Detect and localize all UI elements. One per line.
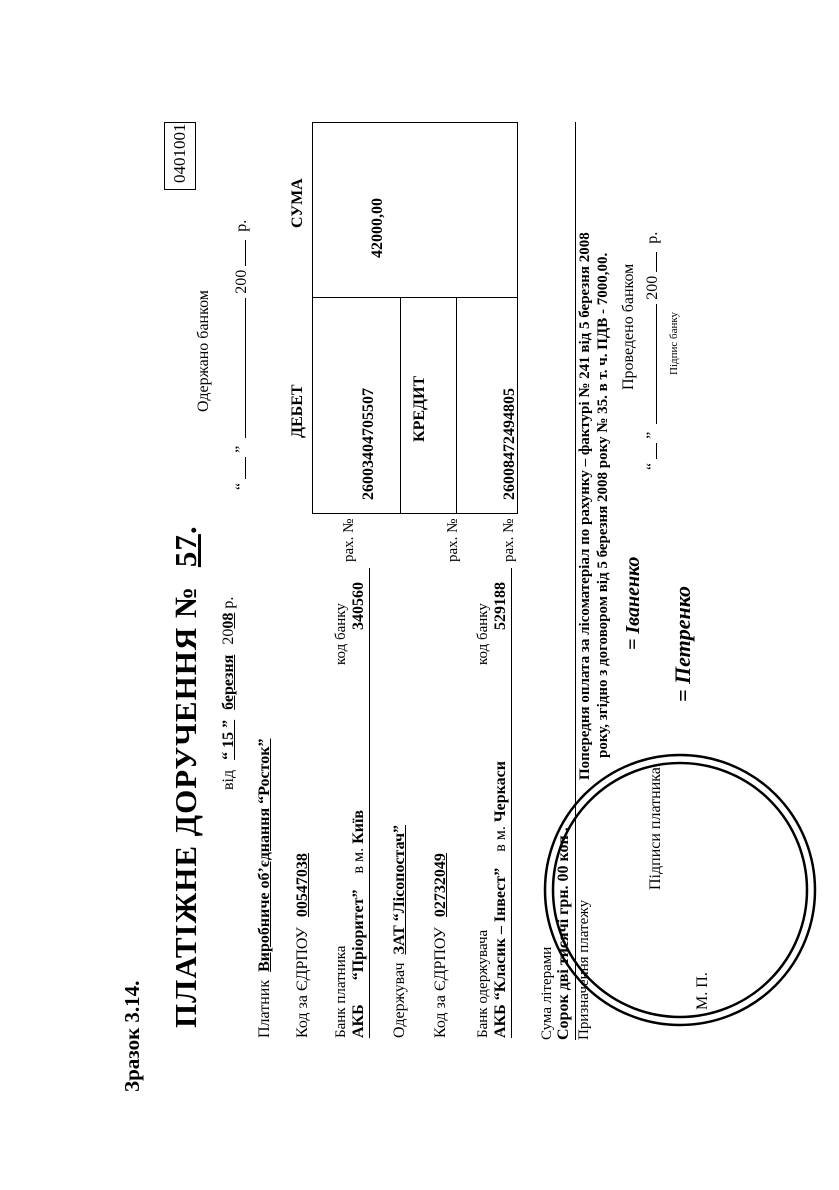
processed-label: Проведено банком — [620, 263, 637, 390]
date-prefix: від — [220, 769, 237, 790]
recipient-name: ЗАТ “Лісопостач” — [391, 825, 408, 955]
document-title — [170, 525, 201, 1028]
table-debit-divider — [400, 298, 401, 514]
payer-bank-underline — [369, 568, 370, 1038]
date-year-prefix: 20 — [220, 628, 237, 645]
payer-edrpou-label: Код за ЄДРПОУ — [294, 927, 311, 1038]
table-credit-divider — [456, 298, 457, 514]
debit-acc-label: рах. № — [341, 518, 357, 562]
received-label: Одержано банком — [195, 290, 212, 412]
sample-label: Зразок 3.14. — [120, 980, 144, 1092]
processed-year-blank — [656, 252, 657, 272]
payer-label: Платник — [256, 979, 273, 1038]
received-quote-close: ” — [233, 445, 250, 453]
payer-bank-name: “Пріоритет” — [350, 889, 367, 981]
credit-header: КРЕДИТ — [411, 375, 428, 442]
date-day: “ 15 ” — [220, 719, 237, 760]
signature-petrenko: = Петренко — [670, 585, 695, 702]
recipient-label: Одержувач — [391, 962, 408, 1038]
received-year-blank — [245, 240, 246, 266]
recipient-bank-underline — [511, 568, 512, 1038]
processed-quote-close: ” — [644, 431, 661, 439]
credit-acc-label: рах. № — [501, 518, 517, 562]
received-month-blank — [245, 298, 246, 438]
recipient-bank-line — [493, 761, 509, 1038]
recipient-bank-code: 529188 — [492, 582, 509, 630]
signatures-label: Підписи платника — [647, 767, 664, 890]
sum-value: 42000,00 — [369, 198, 386, 258]
payer-bank-city: Київ — [350, 809, 367, 844]
recipient-edrpou-line — [433, 853, 449, 1038]
form-code: 0401001 — [170, 123, 189, 183]
payer-bank-label: Банк платника — [333, 945, 349, 1038]
payer-line — [257, 739, 273, 1038]
payer-edrpou: 00547038 — [294, 853, 311, 918]
seal-label: М. П. — [694, 972, 711, 1010]
processed-month-blank — [656, 304, 657, 424]
form-code-box — [164, 122, 196, 190]
order-number: 57 — [168, 534, 203, 568]
title-text: ПЛАТІЖНЕ ДОРУЧЕННЯ № — [168, 585, 203, 1028]
payer-bank-code: 340560 — [350, 582, 367, 630]
recipient-line — [392, 825, 408, 1038]
recipient-bank-city-prefix: в м. — [492, 826, 509, 852]
recipient-bank-city: Черкаси — [492, 761, 509, 823]
debit-account: 26003404705507 — [360, 388, 377, 500]
payer-bank-line — [351, 810, 367, 1038]
order-date — [221, 597, 237, 790]
credit-account: 26008472494805 — [501, 388, 518, 500]
processed-year: 200 — [644, 275, 661, 300]
account-table — [312, 122, 518, 514]
processed-suffix: р. — [644, 231, 661, 244]
purpose-label: Призначення платежу — [576, 899, 592, 1040]
payer-bank-abbr: АКБ — [350, 1004, 367, 1038]
date-month: березня — [220, 654, 237, 710]
payer-edrpou-line — [295, 853, 311, 1038]
debit-header: ДЕБЕТ — [289, 384, 306, 438]
date-suffix: р. — [220, 596, 237, 609]
purpose-line-2: року, згідно з договором від 5 березня 2008 року № 35. в т. ч. ПДВ - 7000,00. — [595, 252, 611, 758]
payer-bank-city-prefix: в м. — [350, 847, 367, 874]
recipient-edrpou-label: Код за ЄДРПОУ — [432, 927, 449, 1038]
amount-words-label: Сума літерами — [539, 946, 555, 1040]
received-date-line — [234, 220, 250, 490]
sum-header: СУМА — [289, 178, 306, 228]
payer-bank-code-label: код банку — [333, 603, 349, 665]
processed-day-blank — [656, 443, 657, 459]
recipient-bank-label: Банк одержувача — [475, 929, 491, 1038]
seal-stamp — [540, 750, 820, 1030]
signature-ivanenko: = Іваненко — [622, 556, 644, 650]
received-quote-open: “ — [233, 482, 250, 490]
received-day-blank — [245, 457, 246, 479]
amount-words: Сорок дві тисячі грн. 00 коп . — [555, 827, 572, 1040]
date-year-suffix: 08 — [220, 612, 237, 629]
processed-date-line — [645, 232, 661, 470]
table-col-divider — [312, 297, 518, 298]
title-dot: . — [168, 525, 203, 535]
bank-signature-label: Підпис банку — [668, 311, 680, 375]
payer-name: Виробниче об’єднання “Росток” — [256, 738, 273, 972]
processed-quote-open: “ — [644, 462, 661, 470]
recipient-bank-code-label: код банку — [475, 603, 491, 665]
credit-acc-label-empty: рах. № — [445, 518, 461, 562]
received-suffix: р. — [233, 219, 250, 232]
recipient-bank-name: АКБ “Класик – Інвест” — [492, 867, 509, 1038]
purpose-line-1: Попередня оплата за лісоматеріал по рахунку – фактурі № 241 від 5 березня 2008 — [577, 232, 593, 780]
recipient-edrpou: 02732049 — [432, 853, 449, 918]
received-year: 200 — [233, 269, 250, 294]
